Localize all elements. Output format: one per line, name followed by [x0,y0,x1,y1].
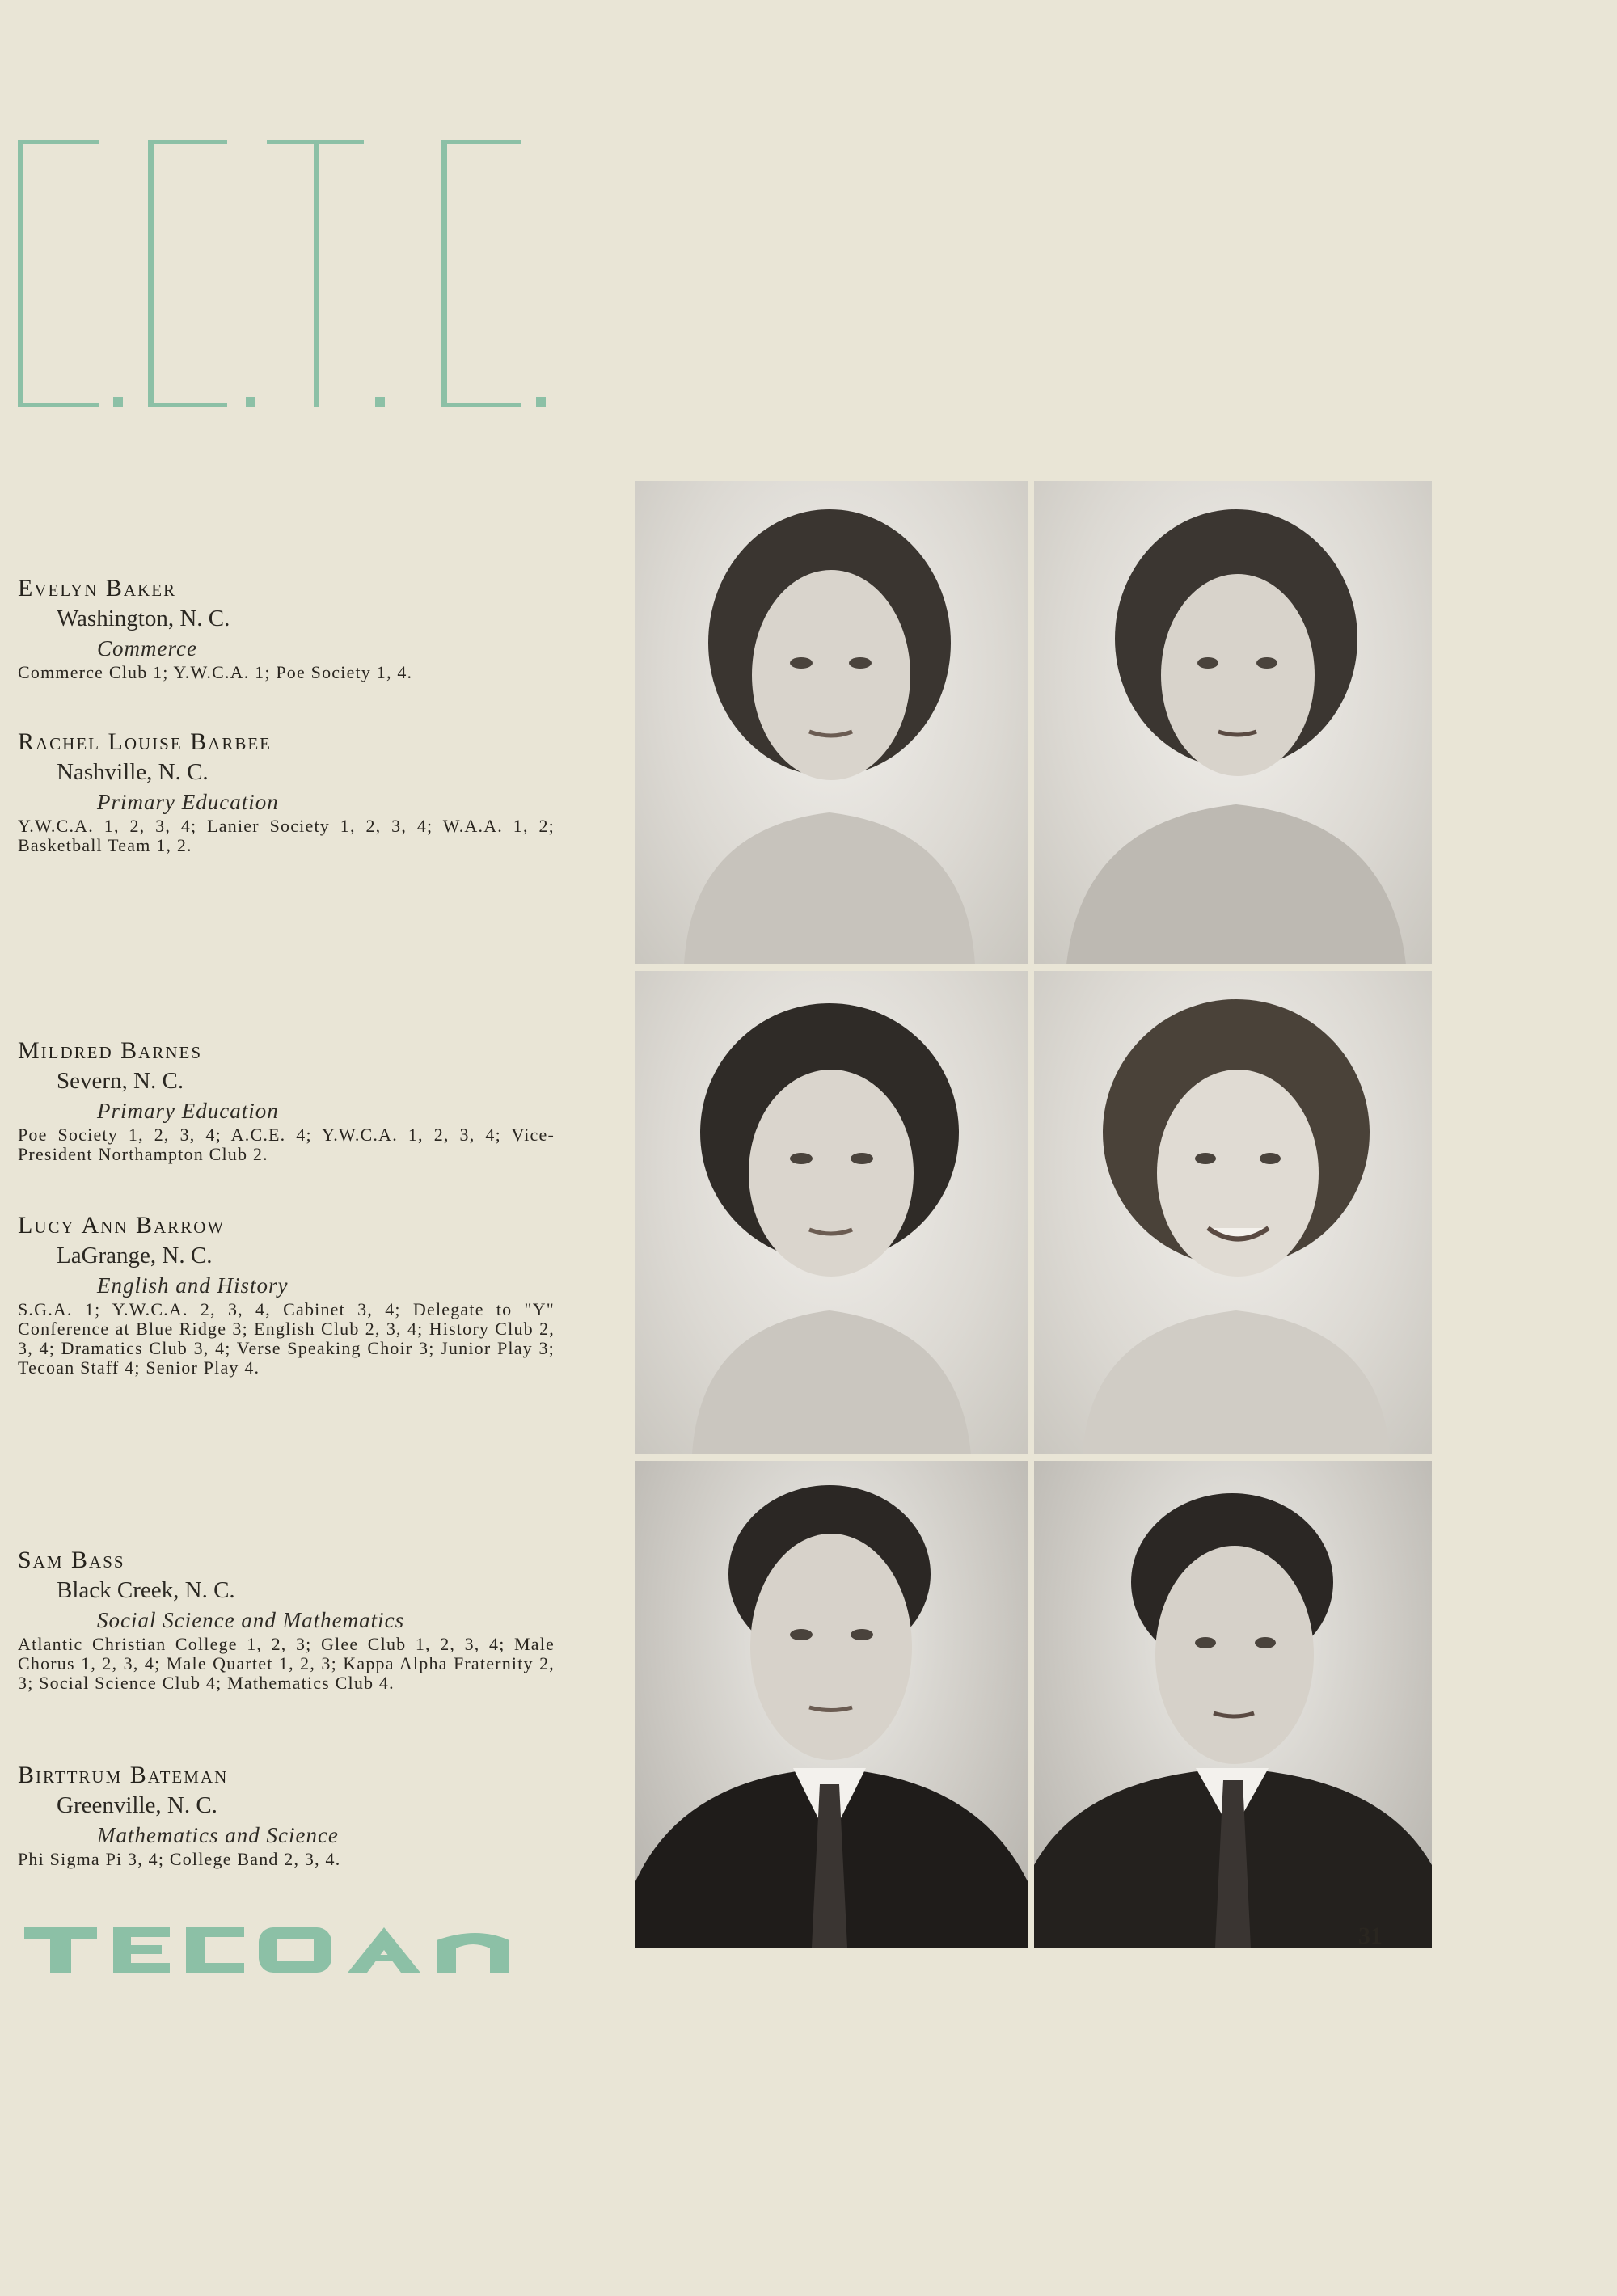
page-number: 31 [1358,1922,1383,1949]
student-hometown: Black Creek, N. C. [57,1577,235,1603]
student-name: Rachel Louise Barbee [18,728,272,755]
portrait-photo [1034,1461,1432,1948]
student-major: Social Science and Mathematics [97,1608,405,1632]
student-activities: S.G.A. 1; Y.W.C.A. 2, 3, 4, Cabinet 3, 4; Delegate to "Y" Conference at Blue Ridge 3; English Club 2, 3, 4; History Club 2, 3, 4; Dramatics Club 3, 4; Verse Speaking Choir 3; Junior Play 3; Tecoan Staff 4; Senior Play 4. [18,1299,555,1378]
student-hometown: LaGrange, N. C. [57,1243,213,1268]
student-name: Lucy Ann Barrow [18,1212,226,1239]
student-major: Primary Education [97,790,279,814]
student-major: English and History [97,1273,289,1298]
student-activities: Commerce Club 1; Y.W.C.A. 1; Poe Society 1, 4. [18,662,413,682]
tecoan-logo-text: TECOAN [24,1926,28,1927]
student-entry [18,1546,568,1693]
student-major: Mathematics and Science [97,1823,339,1847]
portrait-photo [1034,481,1432,964]
student-activities: Y.W.C.A. 1, 2, 3, 4; Lanier Society 1, 2, 3, 4; W.A.A. 1, 2; Basketball Team 1, 2. [18,816,555,855]
portrait-photo [635,481,1028,964]
student-activities: Atlantic Christian College 1, 2, 3; Glee Club 1, 2, 3, 4; Male Chorus 1, 2, 3, 4; Male Quartet 1, 2, 3; Kappa Alpha Fraternity 2, 3; Social Science Club 4; Mathematics Club 4. [18,1634,555,1693]
student-activities: Phi Sigma Pi 3, 4; College Band 2, 3, 4. [18,1849,341,1869]
student-hometown: Washington, N. C. [57,606,230,631]
student-entry [18,1211,568,1378]
student-entry [18,574,568,682]
student-major: Primary Education [97,1099,279,1123]
student-hometown: Severn, N. C. [57,1068,184,1094]
portrait-grid [635,481,1432,1952]
student-entry [18,728,568,855]
tecoan-logo [24,1926,542,1974]
student-activities: Poe Society 1, 2, 3, 4; A.C.E. 4; Y.W.C.A. 1, 2, 3, 4; Vice-President Northampton Club 2. [18,1125,555,1164]
student-name: Birttrum Bateman [18,1762,229,1788]
portrait-photo [635,971,1028,1454]
student-hometown: Nashville, N. C. [57,759,209,785]
student-name: Evelyn Baker [18,575,177,601]
portrait-photo [635,1461,1028,1948]
student-name: Sam Bass [18,1547,125,1573]
student-hometown: Greenville, N. C. [57,1792,217,1818]
student-name: Mildred Barnes [18,1037,203,1064]
portrait-photo [1034,971,1432,1454]
student-entry [18,1036,568,1164]
ectc-header-logo [15,133,548,412]
student-entry [18,1761,568,1869]
student-major: Commerce [97,636,197,661]
